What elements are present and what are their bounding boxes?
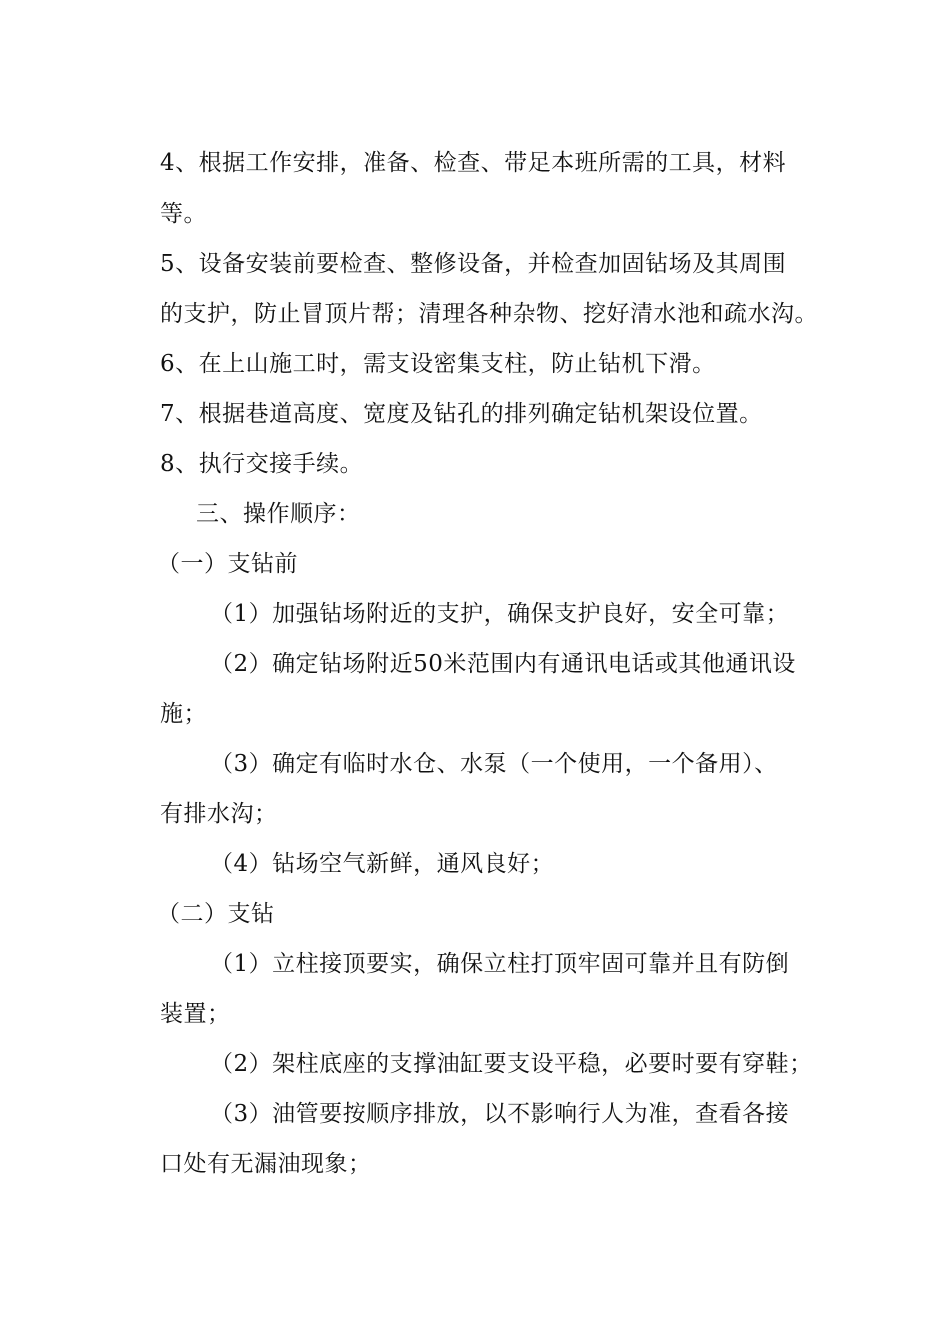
text-line-sub-2: （2）确定钻场附近50米范围内有通讯电话或其他通讯设	[210, 651, 796, 677]
text-line-sub-4: （4）钻场空气新鲜，通风良好；	[210, 851, 555, 877]
text-line-sub-1: （1）加强钻场附近的支护，确保支护良好，安全可靠；	[210, 601, 790, 627]
text-line-sub-3-cont: 有排水沟；	[160, 801, 278, 827]
text-line-item-8: 8、执行交接手续。	[160, 451, 364, 477]
text-line-drill-1: （1）立柱接顶要实，确保立柱打顶牢固可靠并且有防倒	[210, 951, 790, 977]
text-line-drill-3-cont: 口处有无漏油现象；	[160, 1151, 372, 1177]
text-line-drill-1-cont: 装置；	[160, 1001, 231, 1027]
text-line-item-7: 7、根据巷道高度、宽度及钻孔的排列确定钻机架设位置。	[160, 401, 763, 427]
text-line-item-5-cont: 的支护，防止冒顶片帮；清理各种杂物、挖好清水池和疏水沟。	[160, 301, 818, 327]
section-heading-operation-order: 三、操作顺序：	[196, 501, 361, 527]
text-line-item-5: 5、设备安装前要检查、整修设备，并检查加固钻场及其周围	[160, 251, 787, 277]
subsection-heading-before-drilling: （一）支钻前	[157, 551, 298, 577]
text-line-sub-2-cont: 施；	[160, 701, 207, 727]
text-line-item-6: 6、在上山施工时，需支设密集支柱，防止钻机下滑。	[160, 351, 716, 377]
text-line-item-4: 4、根据工作安排，准备、检查、带足本班所需的工具，材料	[160, 150, 787, 176]
subsection-heading-drilling: （二）支钻	[157, 901, 275, 927]
text-line-sub-3: （3）确定有临时水仓、水泵（一个使用，一个备用）、	[210, 751, 778, 777]
text-line-item-4-cont: 等。	[160, 201, 207, 227]
text-line-drill-3: （3）油管要按顺序排放，以不影响行人为准，查看各接	[210, 1101, 790, 1127]
text-line-drill-2: （2）架柱底座的支撑油缸要支设平稳，必要时要有穿鞋；	[210, 1051, 813, 1077]
